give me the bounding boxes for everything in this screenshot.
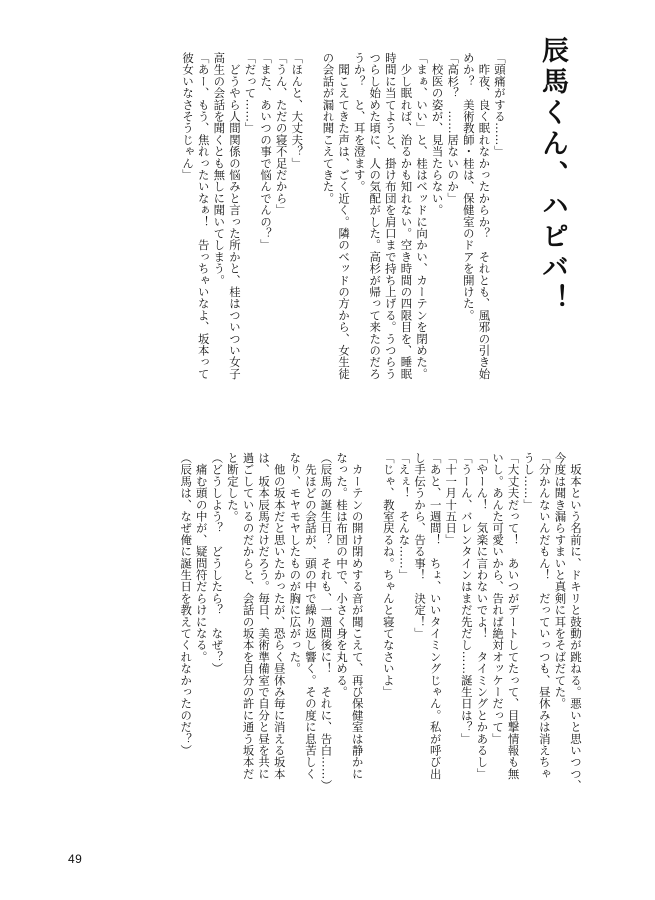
text-line: 少し眠れば、治るかも知れない。空き時間の四限目を、睡眠 <box>399 52 414 380</box>
text-line: 「また、あいつの事で悩んでんの？」 <box>259 52 274 251</box>
text-line: 「じゃ、教室戻るね。ちゃんと寝てなさいよ」 <box>381 452 396 698</box>
text-line: 「まぁ、いい」と、桂はベッドに向かい、カーテンを閉めた。 <box>415 52 430 380</box>
text-line: 今度は聞き漏らすまいと真剣に耳をそばだてた。 <box>553 452 568 710</box>
text-line: なった。桂は布団の中で、小さく身を丸める。 <box>335 452 350 698</box>
text-line: と断定した。 <box>225 452 240 523</box>
text-line: 「うん、ただの寝不足だから」 <box>274 52 289 216</box>
text-line: 「だって……」 <box>243 52 258 134</box>
text-line: カーテンの開け閉めする音が聞こえて、再び保健室は静かに <box>350 452 365 780</box>
text-line: 痛む頭の中が、疑問符だらけになる。 <box>194 452 209 663</box>
text-line: 校医の姿が、見当たらない。 <box>430 52 445 216</box>
text-line: なり、モヤモヤしたものが胸に広がった。 <box>288 452 303 675</box>
text-line: 「ほんと、大丈夫？」 <box>290 52 305 169</box>
text-line: うし……」 <box>522 452 537 511</box>
text-line: 昨夜、良く眠れなかったからか？ それとも、風邪の引き始 <box>477 52 492 380</box>
text-line: 時間に当てようと、掛け布団を肩口まで持ち上げる。うつらう <box>383 52 398 380</box>
chapter-title: 辰馬くん、ハピバ！ <box>537 36 568 315</box>
text-line: 坂本という名前に、ドキリと鼓動が跳ねる。悪いと思いつつ、 <box>569 452 583 792</box>
text-line: いし。あんた可愛いから、告れば絶対オッケーだって」 <box>491 452 506 745</box>
text-line: 「分かんないんだもん！ だっていっつも、昼休みは消えちゃ <box>537 452 552 780</box>
text-line: 聞こえてきた声は、ごく近く。隣のベッドの方から、女生徒 <box>337 52 352 380</box>
text-line <box>304 52 320 432</box>
text-line: 「うーん、バレンタインはまだ先だし……誕生日は？」 <box>459 452 474 745</box>
text-line: 「えぇ！ そんな……」 <box>397 452 412 581</box>
text-line: （どうしよう？ どうしたら？ なぜ？） <box>210 452 225 675</box>
text-line: どうやら人間関係の悩みと言った所かと、桂はついつい女子 <box>227 52 242 380</box>
text-line: の会話が漏れ聞こえてきた。 <box>321 52 336 205</box>
text-line: 「十一月十五日」 <box>444 452 459 546</box>
text-line: つらし始めた頃に、人の気配がした。高杉が帰って来たのだろ <box>368 52 383 380</box>
text-line: 他の坂本だと思いたかったが、恐らく昼休み毎に消える坂本 <box>272 452 287 780</box>
text-line: 先ほどの会話が、頭の中で繰り返し響く。その度に息苦しく <box>303 452 318 780</box>
text-line: は、坂本辰馬だけだろう。毎日、美術準備室で自分と昼を共に <box>257 452 272 780</box>
text-line: 高生の会話を聞くとも無しに聞いてしまう。 <box>212 52 227 286</box>
text-line: 「頭痛がする……」 <box>493 52 507 158</box>
lower-text-block <box>63 452 583 832</box>
text-line: 「高杉？ ……居ないのか」 <box>446 52 461 205</box>
text-line: 「やーん！ 気楽に言わないでよ！ タイミングとかあるし」 <box>475 452 490 780</box>
text-line: 過ごしているのだからと、会話の坂本を自分の許に通う坂本だ <box>241 452 256 780</box>
text-line: 「あと、一週間！ ちょ、いいタイミングじゃん。私が呼び出 <box>428 452 443 780</box>
text-line <box>365 452 381 832</box>
text-line: 「大丈夫だって！ あいつがデートしてたって、目撃情報も無 <box>506 452 521 780</box>
page-number: 49 <box>68 852 83 866</box>
text-line: し手伝うから、告る事！ 決定！」 <box>413 452 428 640</box>
upper-text-block <box>67 52 507 432</box>
text-line: （辰馬は、なぜ俺に誕生日を教えてくれなかったのだ？） <box>179 452 194 757</box>
text-line: 「あー、もう、焦れったいなぁ！ 告っちゃいなよ、坂本って <box>196 52 211 380</box>
text-line: 彼女いなさそうじゃん」 <box>181 52 196 181</box>
text-line: （辰馬の誕生日？ それも、一週間後に！ それに、告白……） <box>319 452 334 792</box>
text-line: うか？ と、耳を澄ます。 <box>352 52 367 193</box>
text-line: めか？ 美術教師・桂は、保健室のドアを開けた。 <box>461 52 476 322</box>
